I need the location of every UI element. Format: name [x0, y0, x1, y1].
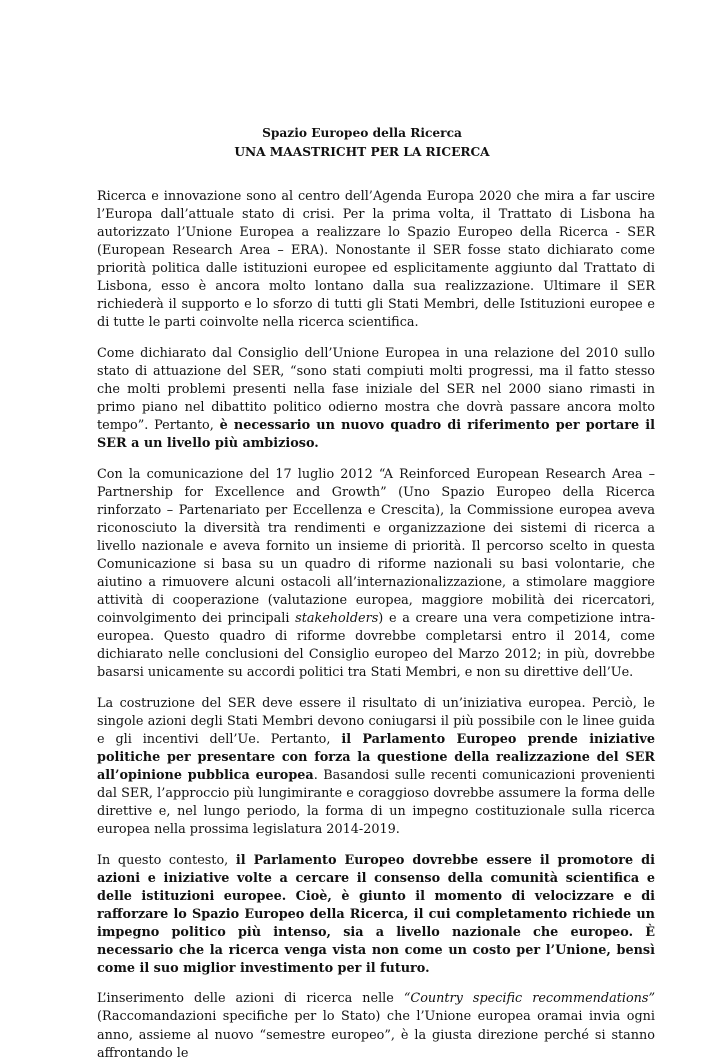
document-subtitle: UNA MAASTRICHT PER LA RICERCA	[234, 144, 490, 159]
bold-text-run: è necessario un nuovo quadro di riferimento per portare il SER a un livello più ambizioso.	[97, 418, 655, 452]
paragraph-1	[97, 188, 655, 332]
text-run: Ricerca e innovazione sono al centro dell’Agenda Europa 2020 che mira a far uscire l’Europa dall’attuale stato di crisi. Per la prima volta, il Trattato di Lisbona ha autorizzato l’Unione Europea a realizzare lo Spazio Europeo della Ricerca - SER (European Research Area – ERA). Nonostante il SER fosse stato dichiarato come priorità politica dalle istituzioni europee ed esplicitamente aggiunto dal Trattato di Lisbona, esso è ancora molto lontano dalla sua realizzazione. Ultimare il SER richiederà il supporto e lo sforzo di tutti gli Stati Membri, delle Istituzioni europee e di tutte le parti coinvolte nella ricerca scientifica.	[97, 189, 655, 331]
document-title-block	[0, 124, 724, 161]
italic-text-run: “Country specific recommendations”	[403, 991, 656, 1007]
text-run: L’inserimento delle azioni di ricerca nelle	[97, 991, 404, 1007]
paragraph-4	[97, 695, 655, 839]
paragraph-6	[97, 990, 655, 1062]
bold-text-run: il Parlamento Europeo prende iniziative politiche per presentare con forza la questione della realizzazione del SER all’opinione pubblica europea	[97, 731, 655, 783]
text-run: Con la comunicazione del 17 luglio 2012 “A Reinforced European Research Area – Partnership for Excellence and Growth” (Uno Spazio Europeo della Ricerca rinforzato – Partenariato per Eccellenza e Crescita), la Commissione europea aveva riconosciuto la diversità tra rendimenti e organizzazione dei sistemi di ricerca a livello nazionale e aveva fornito un insieme di priorità. Il percorso scelto in questa Comunicazione si basa su un quadro di riforme nazionali su basi volontarie, che aiutino a rimuovere alcuni ostacoli all’internazionalizzazione, a stimolare maggiore attività di cooperazione (valutazione europea, maggiore mobilità dei ricercatori, coinvolgimento dei principali	[97, 466, 655, 627]
text-run: . Basandosi sulle recenti comunicazioni provenienti dal SER, l’approccio più lungimirante e coraggioso dovrebbe assumere la forma delle direttive e, nel lungo periodo, la forma di un impegno costituzionale sulla ricerca europea nella prossima legislatura 2014-2019.	[97, 767, 655, 838]
document-body	[97, 188, 655, 1063]
text-run: (Raccomandazioni specifiche per lo Stato) che l’Unione europea oramai invia ogni anno, assieme al nuovo “semestre europeo”, è la giusta direzione perché si stanno affrontando le	[97, 1009, 655, 1061]
text-run: Come dichiarato dal Consiglio dell’Unione Europea in una relazione del 2010 sullo stato di attuazione del SER, “sono stati compiuti molti progressi, ma il fatto stesso che molti problemi presenti nella fase iniziale del SER nel 2000 siano rimasti in primo piano nel dibattito politico odierno mostra che dovrà passare ancora molto tempo”. Pertanto,	[97, 345, 655, 434]
paragraph-3	[97, 466, 655, 683]
text-run: La costruzione del SER deve essere il risultato di un’iniziativa europea. Perciò, le singole azioni degli Stati Membri devono coniugarsi il più possibile con le linee guida e gli incentivi dell’Ue. Pertanto,	[97, 695, 655, 747]
text-run: ) e a creare una vera competizione intra-europea. Questo quadro di riforme dovrebbe completarsi entro il 2014, come dichiarato nelle conclusioni del Consiglio europeo del Marzo 2012; in più, dovrebbe basarsi unicamente su accordi politici tra Stati Membri, e non su direttive dell’Ue.	[97, 611, 655, 681]
paragraph-5	[97, 852, 655, 978]
paragraph-2	[97, 345, 655, 453]
text-run: In questo contesto,	[97, 852, 236, 868]
document-title: Spazio Europeo della Ricerca	[262, 126, 462, 140]
bold-text-run: il Parlamento Europeo dovrebbe essere il promotore di azioni e iniziative volte a cercare il consenso della comunità scientifica e delle istituzioni europee. Cioè, è giunto il momento di velocizzare e di rafforzare lo Spazio Europeo della Ricerca, il cui completamento richiede un impegno politico più intenso, sia a livello nazionale che europeo. È necessario che la ricerca venga vista non come un costo per l’Unione, bensì come il suo miglior investimento per il futuro.	[97, 852, 655, 976]
italic-text-run: stakeholders	[295, 611, 379, 627]
